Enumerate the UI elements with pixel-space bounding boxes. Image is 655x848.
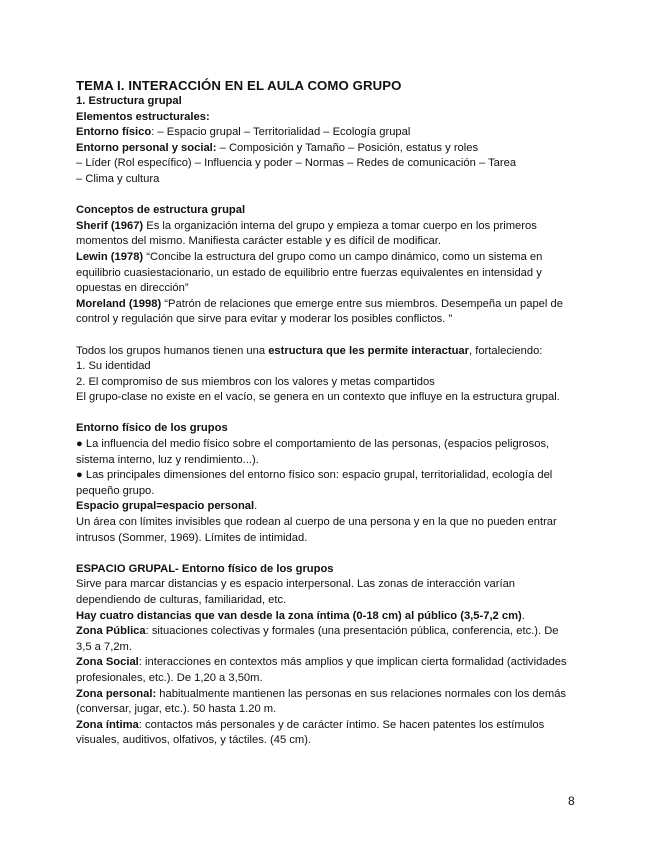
- espacio-grupal-dot: .: [254, 500, 258, 513]
- spacer: [76, 328, 576, 344]
- zona-social-text: : interacciones en contextos más amplios y que implican cierta formalidad (actividades profesionales, etc.). De 1,20 a 3,50m.: [76, 656, 567, 684]
- zona-intima-paragraph: [76, 718, 576, 749]
- section-heading-entorno-fisico: Entorno físico de los grupos: [76, 422, 228, 435]
- entorno-personal-line: [76, 141, 576, 157]
- cuatro-distancias-line: [76, 609, 576, 625]
- estructura-intro-bold: estructura que les permite interactuar: [268, 344, 470, 357]
- zona-personal-label: Zona personal:: [76, 687, 157, 700]
- cuatro-distancias-dot: .: [521, 609, 525, 622]
- page-number: 8: [568, 794, 575, 808]
- cuatro-distancias-bold: Hay cuatro distancias que van desde la zona íntima (0-18 cm) al público (3,5-7,2 cm): [76, 609, 522, 622]
- bullet-influencia: ● La influencia del medio físico sobre el comportamiento de las personas, (espacios peligrosos, sistema interno, luz y rendimiento...).: [76, 438, 550, 466]
- spacer: [76, 406, 576, 422]
- estructura-intro-pre: Todos los grupos humanos tienen una: [76, 344, 269, 357]
- entorno-personal-label: Entorno personal y social:: [76, 141, 217, 154]
- entorno-fisico-line: [76, 125, 576, 141]
- estructura-intro: [76, 344, 576, 360]
- estructura-intro-post: , fortaleciendo:: [469, 344, 543, 357]
- zona-personal-text: habitualmente mantienen las personas en sus relaciones normales con los demás (conversar, jugar, etc.). 50 hasta 1.20 m.: [76, 687, 567, 716]
- spacer: [76, 188, 576, 204]
- page-title: TEMA I. INTERACCIÓN EN EL AULA COMO GRUPO: [76, 78, 402, 93]
- zona-personal-paragraph: [76, 687, 576, 718]
- moreland-label: Moreland (1998): [76, 297, 162, 310]
- sherif-label: Sherif (1967): [76, 219, 144, 232]
- list-item-compromiso: 2. El compromiso de sus miembros con los valores y metas compartidos: [76, 375, 435, 388]
- espacio-grupal-intro: Sirve para marcar distancias y es espacio interpersonal. Las zonas de interacción varían dependiendo de culturas, familiaridad, etc.: [76, 578, 516, 606]
- sherif-paragraph: [76, 219, 576, 250]
- lewin-paragraph: [76, 250, 576, 297]
- grupo-clase-paragraph: El grupo-clase no existe en el vacío, se genera en un contexto que influye en la estructura grupal.: [76, 391, 560, 404]
- espacio-grupal-definition: Un área con límites invisibles que rodean al cuerpo de una persona y en la que no pueden entrar intrusos (Sommer, 1969). Límites de intimidad.: [76, 516, 557, 544]
- sherif-text: Es la organización interna del grupo y empieza a tomar cuerpo en los primeros momentos del mismo. Manifiesta carácter estable y es difícil de modificar.: [76, 219, 537, 248]
- zona-publica-paragraph: [76, 624, 576, 655]
- entorno-personal-line-2: – Líder (Rol específico) – Influencia y poder – Normas – Redes de comunicación – Tarea: [76, 157, 517, 170]
- bullet-dimensiones: ● Las principales dimensiones del entorno físico son: espacio grupal, territorialidad, ecología del pequeño grupo.: [76, 469, 553, 497]
- zona-publica-label: Zona Pública: [76, 625, 146, 638]
- subheading-elementos: Elementos estructurales:: [76, 110, 210, 123]
- entorno-personal-text: – Composición y Tamaño – Posición, estatus y roles: [216, 141, 479, 154]
- moreland-text: “Patrón de relaciones que emerge entre sus miembros. Desempeña un papel de control y regulación que sirve para evitar y moderar los posibles conflictos. ”: [76, 297, 563, 326]
- page-content: [76, 78, 576, 749]
- entorno-personal-line-3: – Clima y cultura: [76, 172, 160, 185]
- espacio-grupal-label: Espacio grupal=espacio personal: [76, 500, 255, 513]
- section-heading-espacio-grupal: ESPACIO GRUPAL- Entorno físico de los grupos: [76, 562, 334, 575]
- list-item-identidad: 1. Su identidad: [76, 360, 151, 373]
- espacio-grupal-line: [76, 499, 576, 515]
- zona-social-paragraph: [76, 655, 576, 686]
- entorno-fisico-label: Entorno físico: [76, 126, 152, 139]
- spacer: [76, 546, 576, 562]
- entorno-fisico-text: : – Espacio grupal – Territorialidad – Ecología grupal: [151, 126, 411, 139]
- lewin-text: “Concibe la estructura del grupo como un campo dinámico, como un sistema en equilibrio cuasiestacionario, un estado de equilibrio entre fuerzas equivalentes en intensidad y opuestas en dirección”: [76, 250, 543, 295]
- zona-social-label: Zona Social: [76, 656, 139, 669]
- section-heading-conceptos: Conceptos de estructura grupal: [76, 204, 246, 217]
- zona-intima-text: : contactos más personales y de carácter íntimo. Se hacen patentes los estímulos visuales, auditivos, olfativos, y táctiles. (45 cm).: [76, 718, 545, 747]
- section-heading-estructura: 1. Estructura grupal: [76, 95, 182, 107]
- zona-intima-label: Zona íntima: [76, 718, 139, 731]
- moreland-paragraph: [76, 297, 576, 328]
- lewin-label: Lewin (1978): [76, 250, 144, 263]
- zona-publica-text: : situaciones colectivas y formales (una presentación pública, conferencia, etc.). De 3,5 a 7,2m.: [76, 625, 559, 653]
